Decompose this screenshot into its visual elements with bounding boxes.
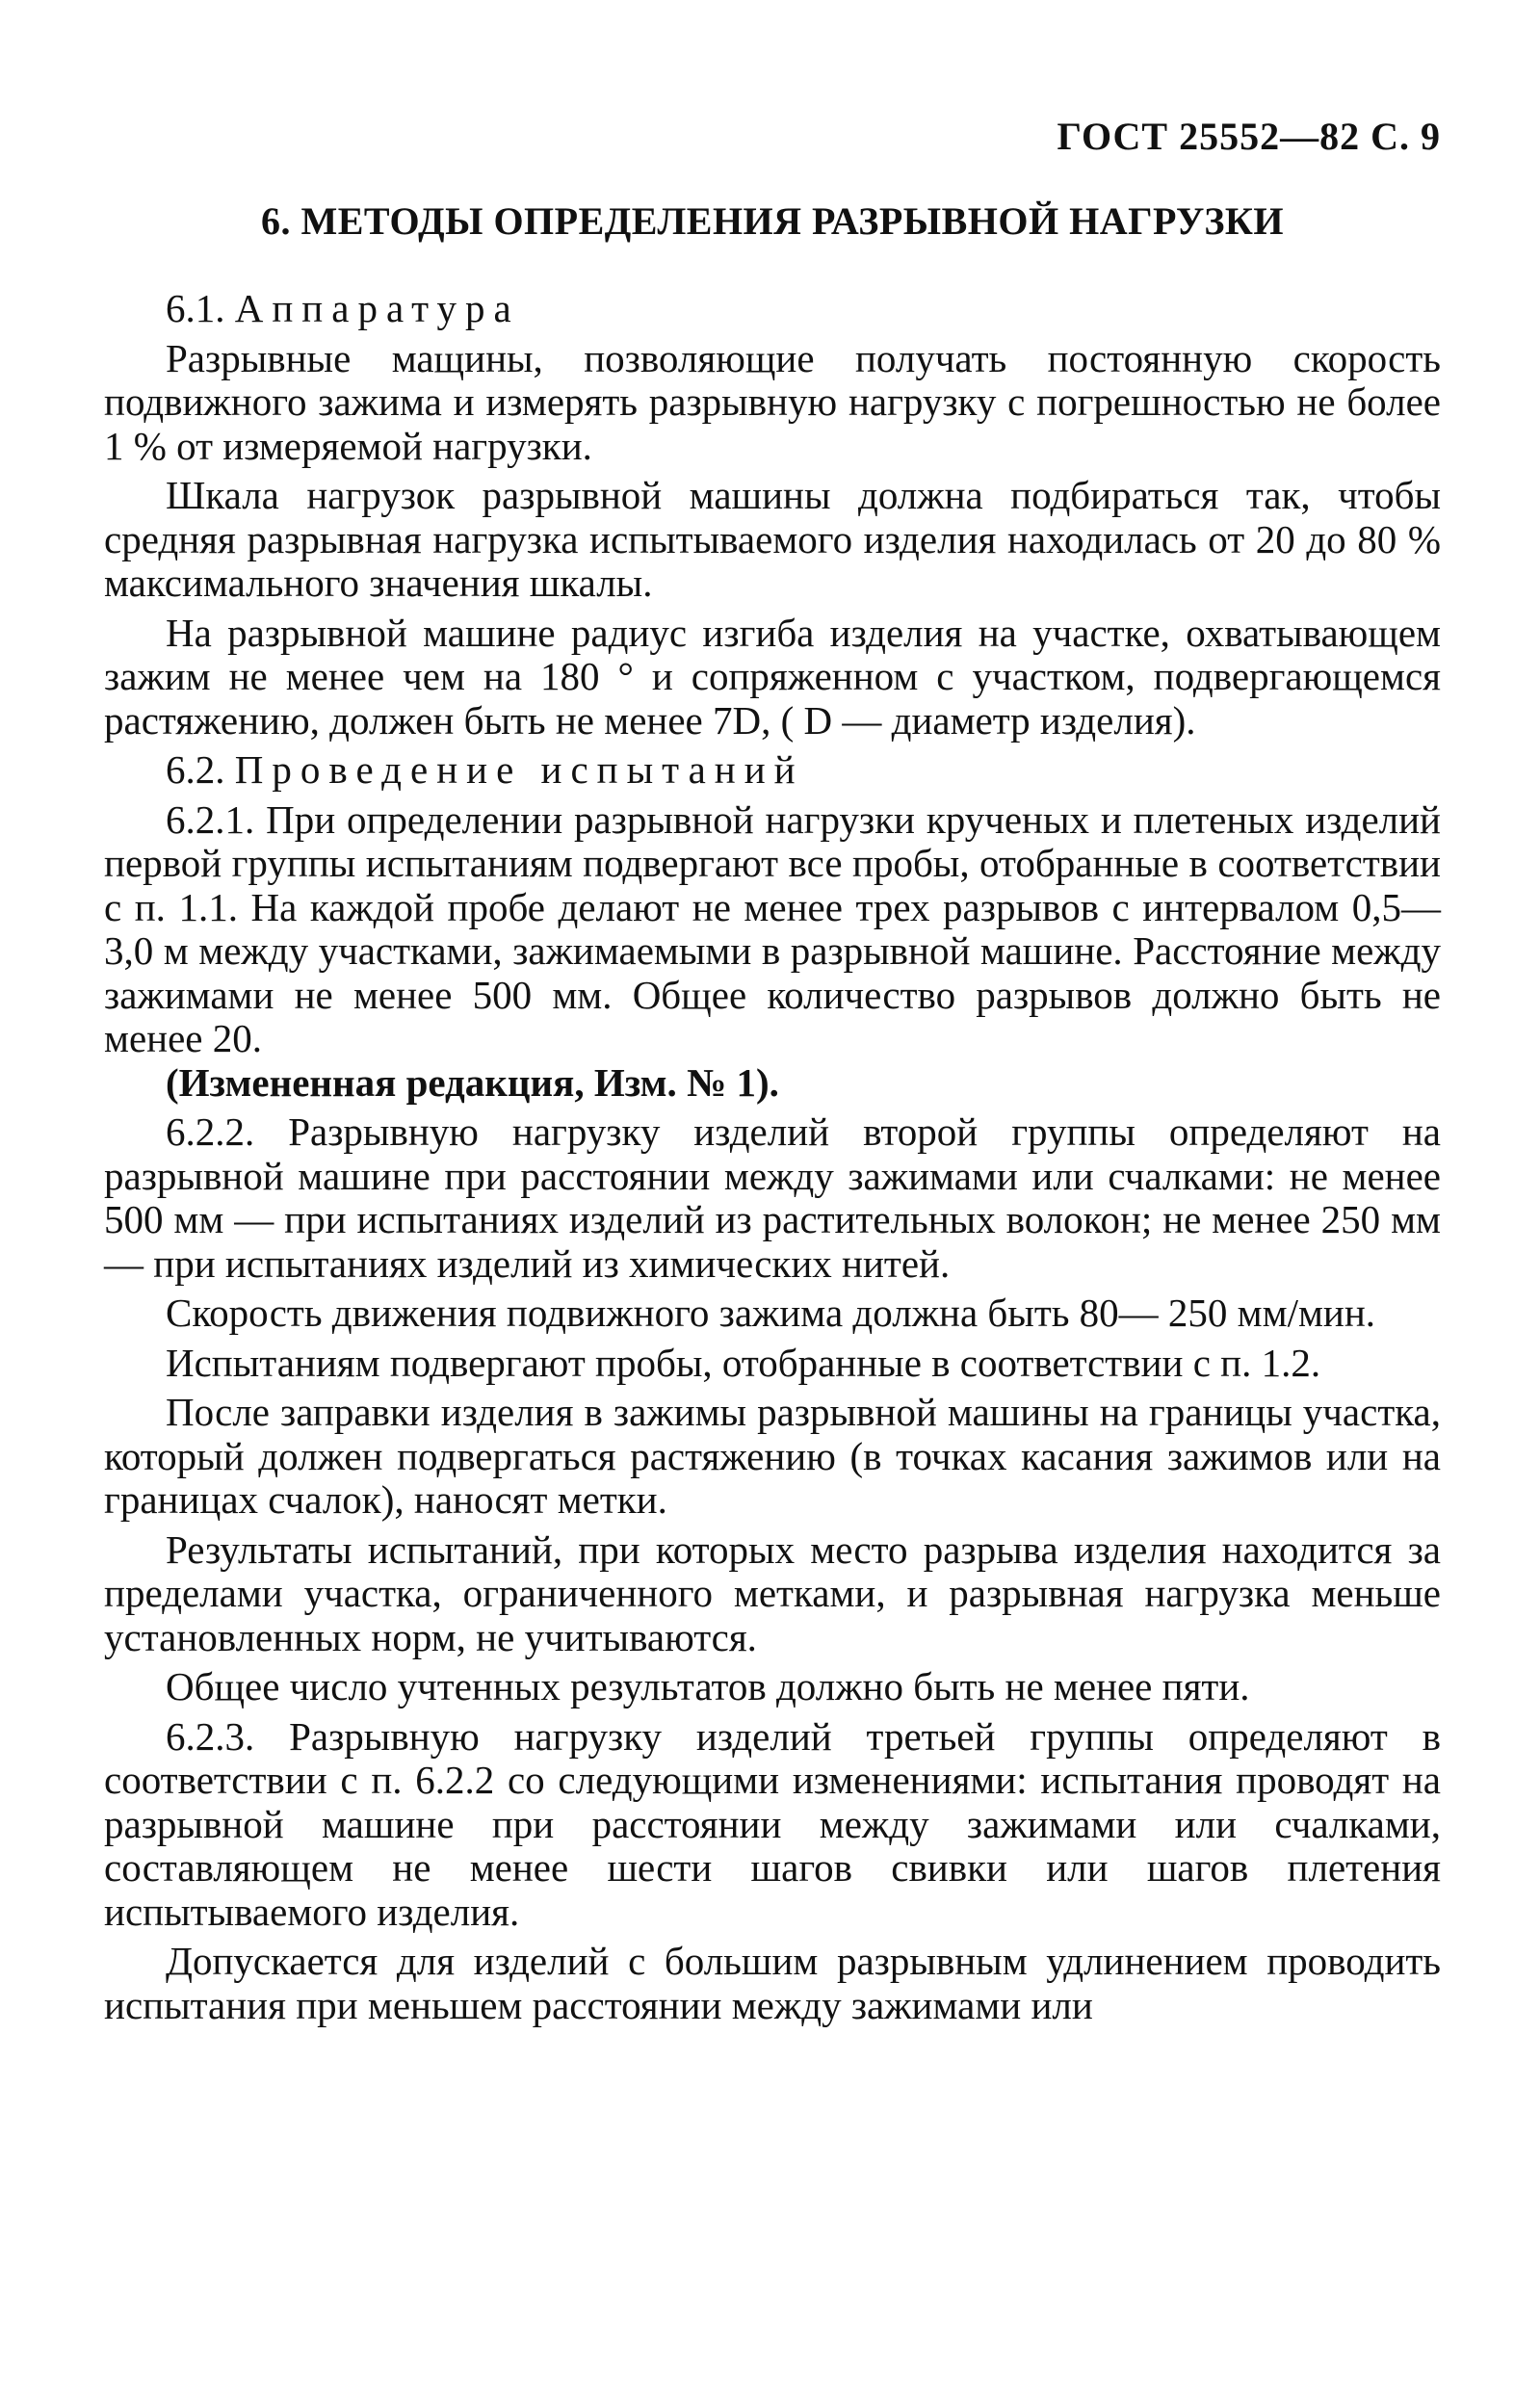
paragraph: Шкала нагрузок разрывной машины должна подбираться так, чтобы средняя разрывная нагрузка испытываемого изделия находилась от 20 до 80 % максимального значения шкалы. [104, 473, 1441, 605]
paragraph: Допускается для изделий с большим разрывным удлинением проводить испытания при меньшем расстоянии между зажимами или [104, 1939, 1441, 2027]
paragraph: Разрывные мащины, позволяющие получать постоянную скорость подвижного зажима и измерять разрывную нагрузку с погрешностью не более 1 % от измеряемой нагрузки. [104, 335, 1441, 468]
document-page [104, 0, 1441, 2400]
section-title: 6. МЕТОДЫ ОПРЕДЕЛЕНИЯ РАЗРЫВНОЙ НАГРУЗКИ [260, 199, 1285, 243]
subsection-number: 6.1. [166, 286, 225, 330]
paragraph: Общее число учтенных результатов должно быть не менее пяти. [166, 1664, 1250, 1709]
paragraph: На разрывной машине радиус изгиба изделия на участке, охватывающем зажим не менее чем на 180 ° и сопряженном с участком, подвергающемся растяжению, должен быть не менее 7D, ( D — диаметр изделия). [104, 610, 1441, 743]
subsection-number: 6.2. [166, 747, 225, 792]
paragraph: После заправки изделия в зажимы разрывной машины на границы участка, который должен подвергаться растяжению (в точках касания зажимов или на границах счалок), наносят метки. [104, 1390, 1441, 1522]
paragraph: 6.2.3. Разрывную нагрузку изделий третьей группы определяют в соответствии с п. 6.2.2 со следующими изменениями: испытания проводят на разрывной машине при расстоянии между зажимами или счалками, составляющем не менее шести шагов свивки или шагов плетения испытываемого изделия. [104, 1713, 1441, 1934]
paragraph: 6.2.1. При определении разрывной нагрузки крученых и плетеных изделий первой группы испытаниям подвергают все пробы, отобранные в соответствии с п. 1.1. На каждой пробе делают не менее трех разрывов с интервалом 0,5—3,0 м между участками, зажимаемыми в разрывной машине. Расстояние между зажимами не менее 500 мм. Общее количество разрывов должно быть не менее 20. [104, 796, 1441, 1060]
paragraph: Испытаниям подвергают пробы, отобранные в соответствии с п. 1.2. [166, 1340, 1321, 1385]
document-body [104, 287, 1441, 2033]
paragraph: Скорость движения подвижного зажима должна быть 80— 250 мм/мин. [166, 1291, 1376, 1335]
subsection-heading-6-2 [104, 748, 1441, 793]
page-header: ГОСТ 25552—82 С. 9 [1057, 115, 1441, 158]
subsection-title: Аппаратура [234, 286, 520, 330]
subsection-heading-6-1 [104, 287, 1441, 331]
paragraph: Результаты испытаний, при которых место разрыва изделия находится за пределами участка, ограниченного метками, и разрывная нагрузка меньше установленных норм, не учитываются. [104, 1526, 1441, 1659]
subsection-title: Проведение испытаний [234, 747, 804, 792]
paragraph: 6.2.2. Разрывную нагрузку изделий второй группы определяют на разрывной машине при расстоянии между зажимами или счалками: не менее 500 мм — при испытаниях изделий из растительных волокон; не менее 250 мм — при испытаниях изделий из химических нитей. [104, 1109, 1441, 1286]
amendment-note: (Измененная редакция, Изм. № 1). [166, 1059, 779, 1105]
